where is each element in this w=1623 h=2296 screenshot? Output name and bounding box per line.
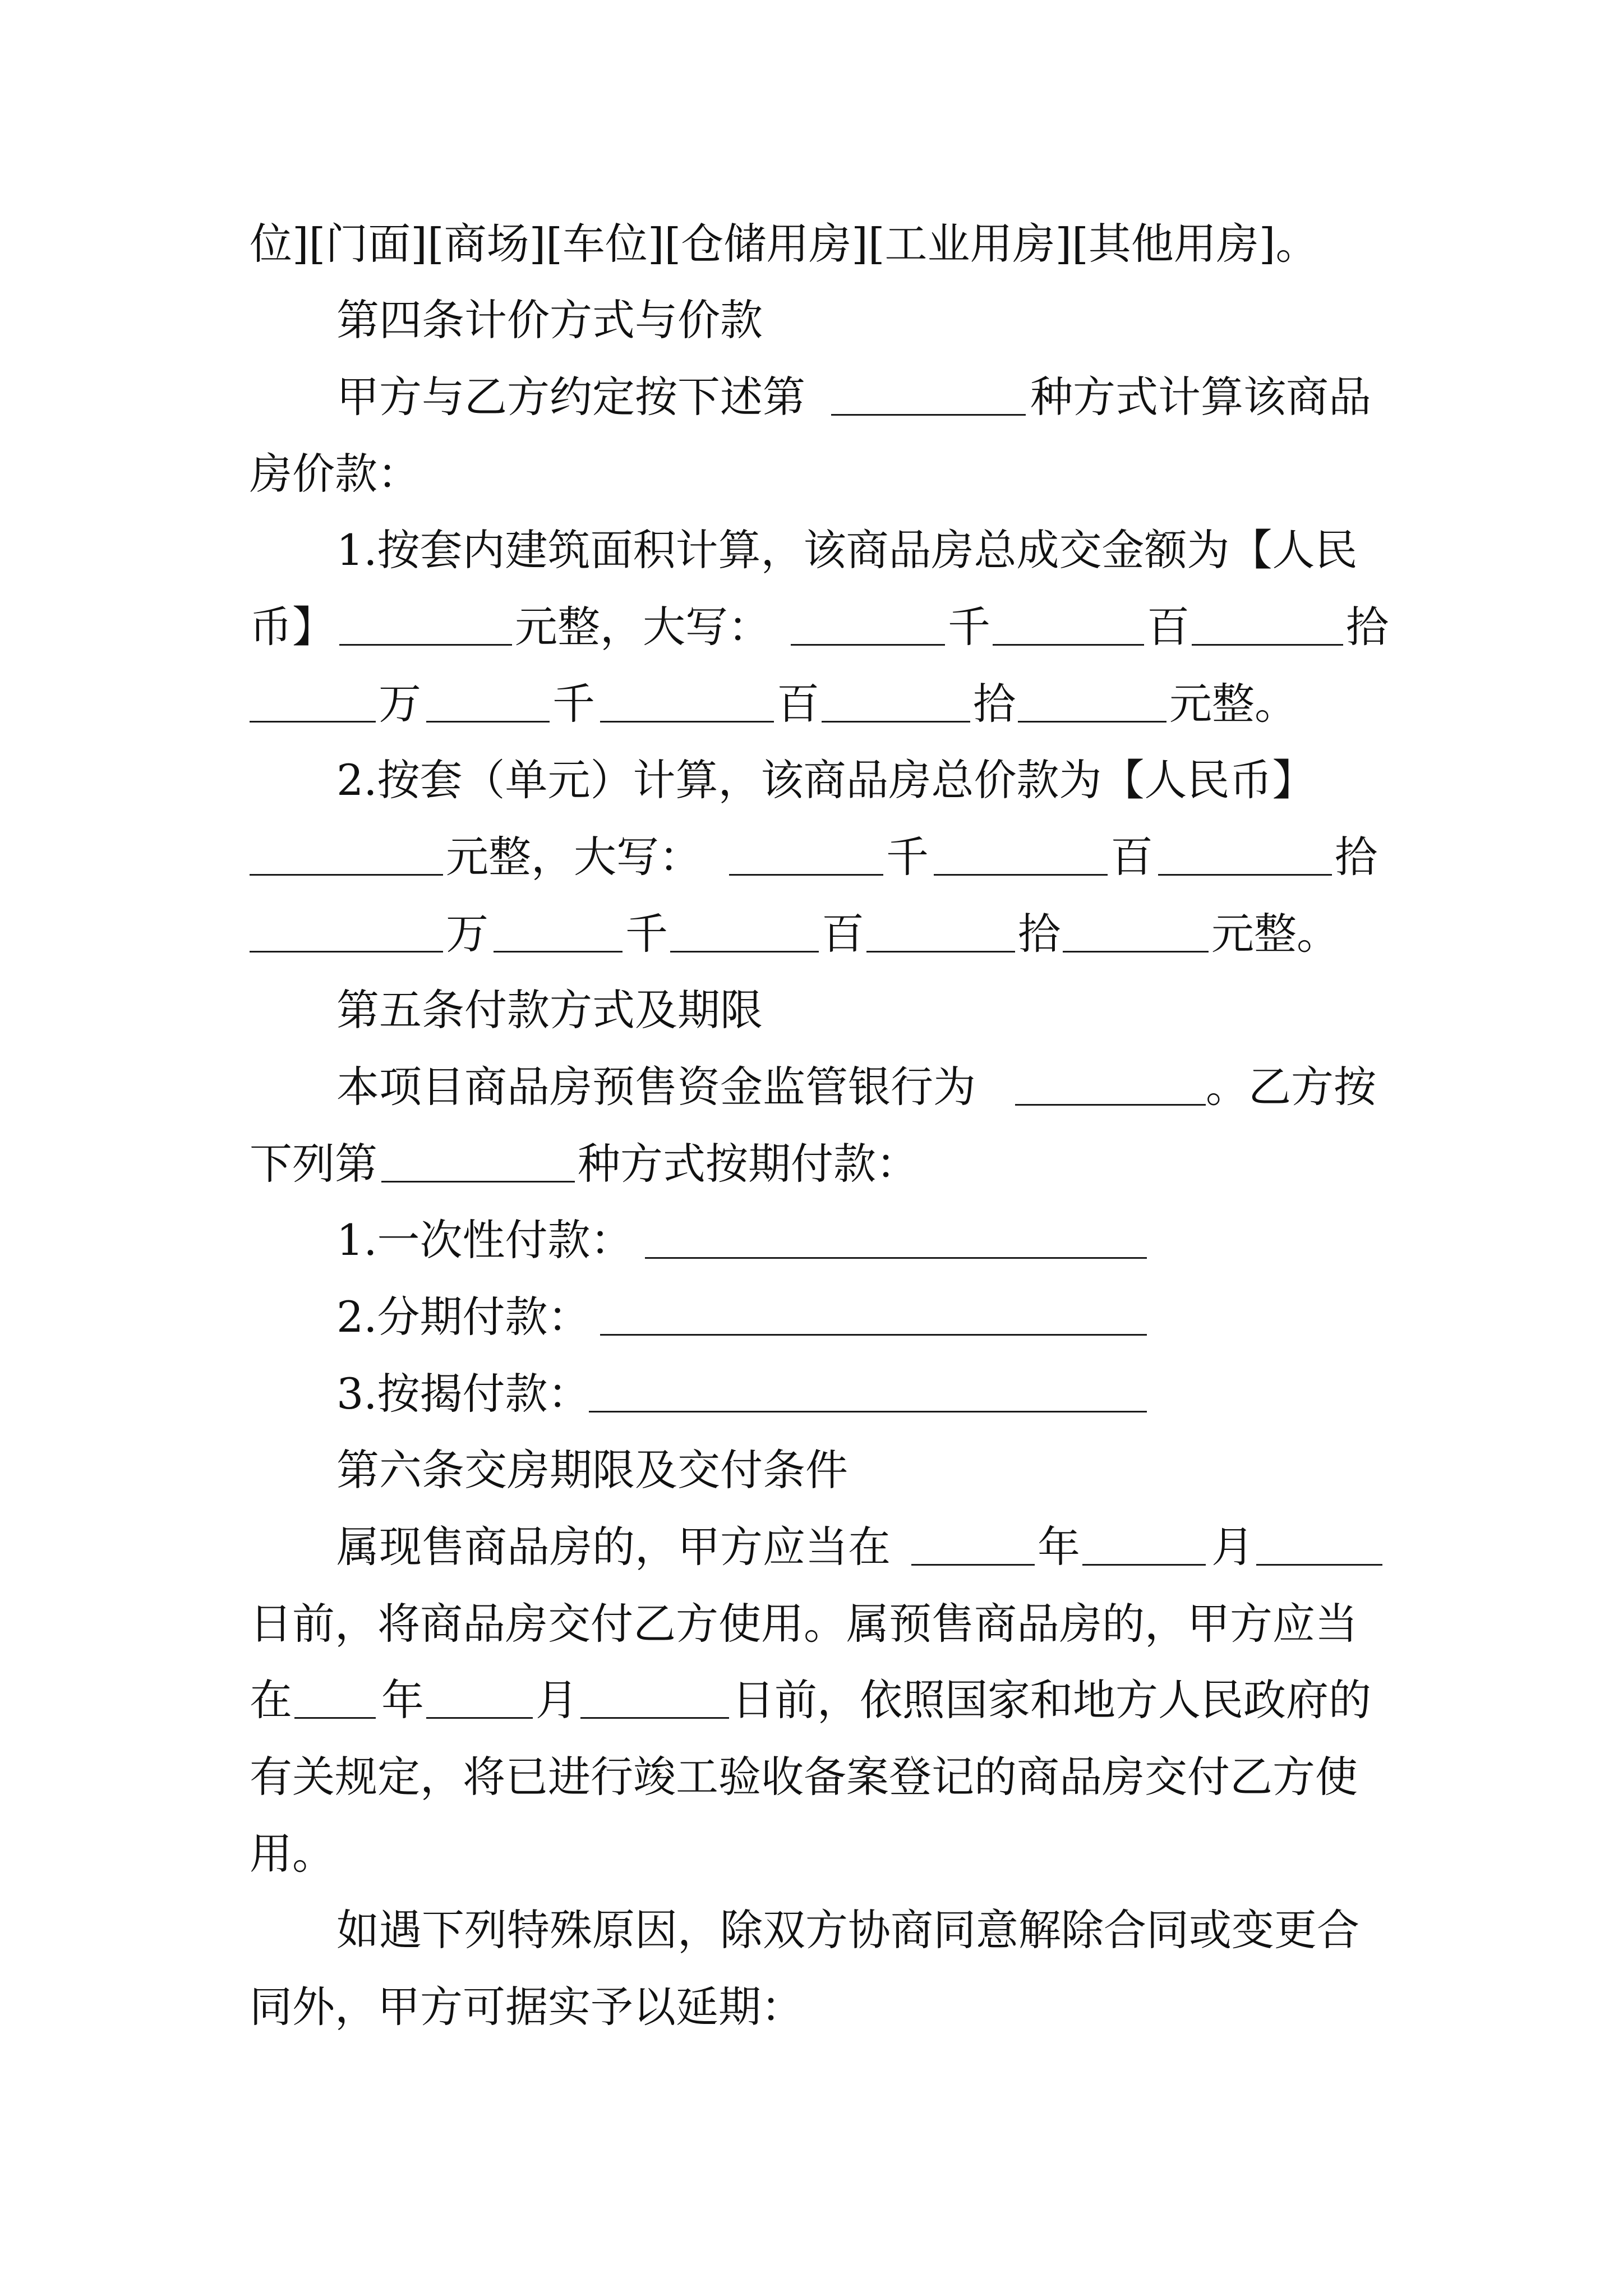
text-segment: 种方式计算该商品 <box>1030 372 1371 422</box>
blank-field[interactable] <box>1158 826 1332 888</box>
blank-field[interactable] <box>831 366 1026 428</box>
text-segment: 月 <box>1211 1522 1254 1572</box>
blank-field[interactable] <box>1192 596 1343 658</box>
text-segment: 百 <box>1147 602 1189 652</box>
text-segment: 房价款： <box>250 449 420 499</box>
text-line <box>0 519 1623 581</box>
text-line <box>0 366 1623 428</box>
text-segment: 百 <box>1110 832 1153 882</box>
text-segment: 拾 <box>1335 832 1377 882</box>
text-segment: 拾 <box>1018 909 1061 959</box>
text-segment: 日前，将商品房交付乙方使用。属预售商品房的，甲方应当 <box>250 1599 1358 1649</box>
text-line <box>0 443 1623 505</box>
text-segment: 币】 <box>250 602 335 652</box>
blank-field[interactable] <box>600 673 774 735</box>
blank-field[interactable] <box>729 826 883 888</box>
blank-field[interactable] <box>866 903 1015 965</box>
blank-field[interactable] <box>645 1209 1147 1271</box>
text-segment: 拾 <box>1346 602 1389 652</box>
text-line <box>0 213 1623 275</box>
text-segment: 第四条计价方式与价款 <box>336 295 763 345</box>
blank-field[interactable] <box>822 673 970 735</box>
text-segment: 元整。 <box>1211 909 1339 959</box>
text-line <box>0 1823 1623 1885</box>
text-segment: 2.按套（单元）计算，该商品房总价款为【人民币】 <box>336 755 1315 805</box>
text-segment: 拾 <box>973 679 1016 729</box>
text-segment: 元整，大写： <box>446 832 702 882</box>
text-line <box>0 1363 1623 1425</box>
blank-field[interactable] <box>1256 1516 1382 1578</box>
text-segment: 年 <box>381 1675 424 1725</box>
blank-field[interactable] <box>494 903 623 965</box>
text-segment: 1.一次性付款： <box>336 1215 633 1265</box>
text-segment: 在 <box>250 1675 292 1725</box>
section-heading <box>0 289 1623 351</box>
text-segment: 万 <box>446 909 488 959</box>
text-segment: 百 <box>822 909 864 959</box>
text-segment: 月 <box>536 1675 578 1725</box>
text-line <box>0 1976 1623 2038</box>
text-segment: 。乙方按 <box>1206 1062 1376 1112</box>
text-line <box>0 826 1623 888</box>
section-heading <box>0 1439 1623 1501</box>
blank-field[interactable] <box>250 826 443 888</box>
text-segment: 第六条交房期限及交付条件 <box>336 1445 848 1495</box>
text-segment: 如遇下列特殊原因，除双方协商同意解除合同或变更合 <box>336 1905 1359 1955</box>
blank-field[interactable] <box>993 596 1144 658</box>
blank-field[interactable] <box>791 596 945 658</box>
text-segment: 千 <box>625 909 668 959</box>
section-heading <box>0 979 1623 1041</box>
blank-field[interactable] <box>250 903 443 965</box>
text-segment: 百 <box>777 679 819 729</box>
text-segment: 用。 <box>250 1829 335 1879</box>
blank-field[interactable] <box>426 1669 533 1731</box>
blank-field[interactable] <box>589 1363 1147 1425</box>
text-segment: 年 <box>1038 1522 1080 1572</box>
text-line <box>0 1516 1623 1578</box>
text-line <box>0 749 1623 811</box>
blank-field[interactable] <box>911 1516 1035 1578</box>
text-segment: 日前，依照国家和地方人民政府的 <box>732 1675 1371 1725</box>
text-line <box>0 596 1623 658</box>
text-segment: 万 <box>379 679 421 729</box>
text-segment: 位][门面][商场][车位][仓储用房][工业用房][其他用房]。 <box>250 219 1318 269</box>
text-line <box>0 903 1623 965</box>
text-segment: 元整。 <box>1169 679 1297 729</box>
text-line <box>0 1899 1623 1961</box>
text-segment: 千 <box>948 602 990 652</box>
blank-field[interactable] <box>670 903 819 965</box>
blank-field[interactable] <box>381 1133 575 1195</box>
text-segment: 甲方与乙方约定按下述第 <box>336 372 805 422</box>
text-segment: 千 <box>552 679 595 729</box>
text-segment: 第五条付款方式及期限 <box>336 985 763 1035</box>
text-segment: 千 <box>886 832 929 882</box>
blank-field[interactable] <box>580 1669 729 1731</box>
blank-field[interactable] <box>934 826 1108 888</box>
text-line <box>0 673 1623 735</box>
text-segment: 属现售商品房的，甲方应当在 <box>336 1522 891 1572</box>
text-segment: 同外，甲方可据实予以延期： <box>250 1982 804 2032</box>
text-segment: 有关规定，将已进行竣工验收备案登记的商品房交付乙方使 <box>250 1752 1358 1802</box>
text-line <box>0 1286 1623 1348</box>
text-line <box>0 1593 1623 1655</box>
text-segment: 下列第 <box>250 1139 377 1189</box>
text-line <box>0 1133 1623 1195</box>
text-line <box>0 1056 1623 1118</box>
blank-field[interactable] <box>1063 903 1209 965</box>
blank-field[interactable] <box>1018 673 1166 735</box>
text-segment: 2.分期付款： <box>336 1292 591 1342</box>
blank-field[interactable] <box>600 1286 1147 1348</box>
text-segment: 元整，大写： <box>515 602 771 652</box>
text-line <box>0 1746 1623 1808</box>
blank-field[interactable] <box>1082 1516 1206 1578</box>
blank-field[interactable] <box>339 596 512 658</box>
blank-field[interactable] <box>294 1669 376 1731</box>
text-segment: 本项目商品房预售资金监管银行为 <box>336 1062 976 1112</box>
blank-field[interactable] <box>426 673 550 735</box>
text-line <box>0 1209 1623 1271</box>
blank-field[interactable] <box>1015 1056 1206 1118</box>
text-segment: 1.按套内建筑面积计算，该商品房总成交金额为【人民 <box>336 525 1358 575</box>
text-line <box>0 1669 1623 1731</box>
blank-field[interactable] <box>250 673 376 735</box>
text-segment: 种方式按期付款： <box>578 1139 919 1189</box>
text-segment: 3.按揭付款： <box>336 1369 591 1419</box>
